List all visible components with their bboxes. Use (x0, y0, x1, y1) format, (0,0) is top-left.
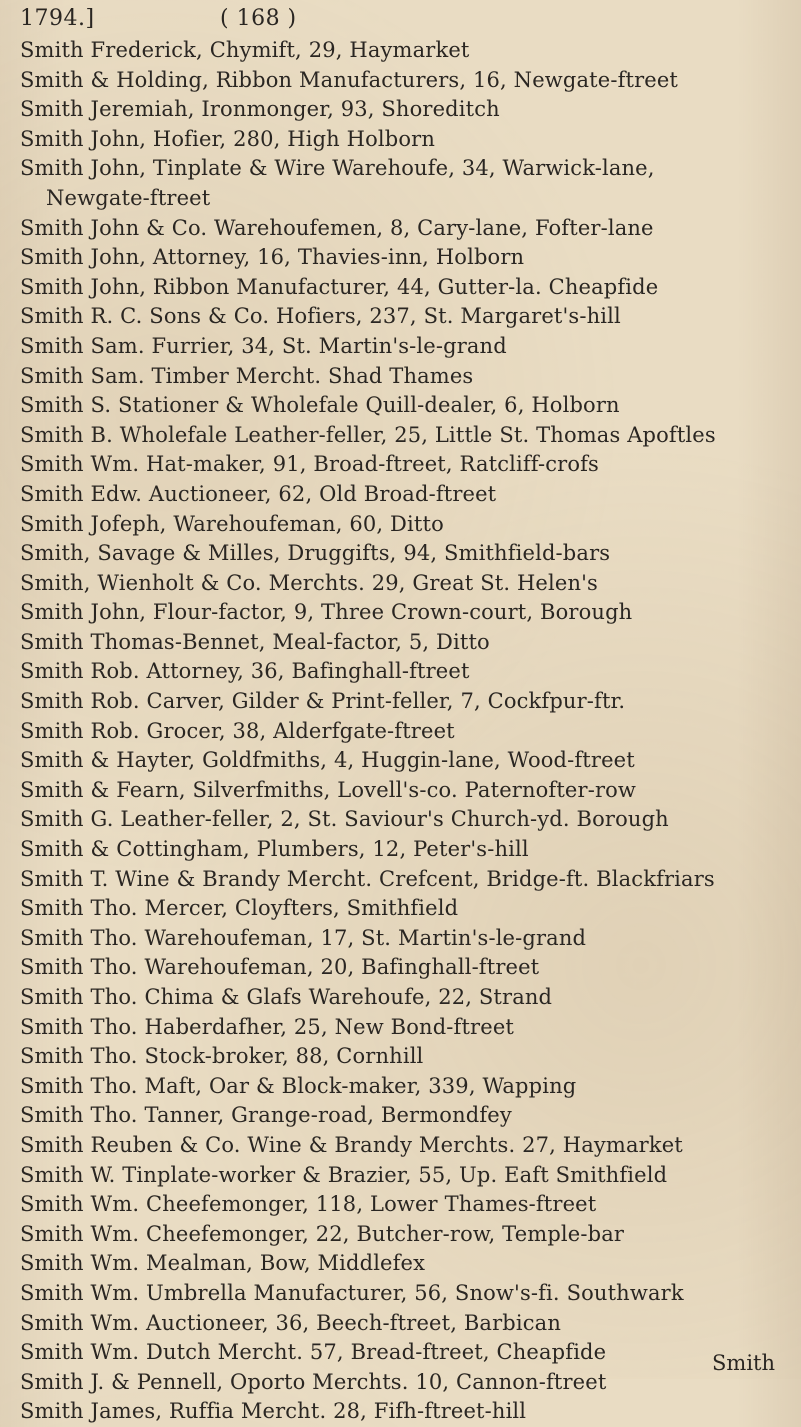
directory-entry: Smith Frederick, Chymift, 29, Haymarket (20, 38, 470, 62)
directory-entry: Smith T. Wine & Brandy Mercht. Crefcent, Bridge-ft. Blackfriars (20, 866, 715, 891)
directory-entry: Smith Tho. Tanner, Grange-road, Bermondfey (20, 1103, 512, 1128)
directory-entry: Smith Rob. Grocer, 38, Alderfgate-ftreet (20, 718, 455, 743)
directory-entry: Smith J. & Pennell, Oporto Merchts. 10, Cannon-ftreet (20, 1369, 607, 1394)
directory-entry: Smith Edw. Auctioneer, 62, Old Broad-ftreet (20, 481, 497, 506)
directory-entry: Smith Sam. Timber Mercht. Shad Thames (20, 363, 474, 388)
directory-entry: Smith John, Attorney, 16, Thavies-inn, Holborn (20, 245, 525, 270)
directory-entry: Smith B. Wholefale Leather-feller, 25, Little St. Thomas Apoftles (20, 422, 716, 447)
directory-entry: Smith, Savage & Milles, Druggifts, 94, Smithfield-bars (20, 541, 611, 566)
directory-entry: Smith Jofeph, Warehoufeman, 60, Ditto (20, 511, 444, 536)
directory-entry: Smith Tho. Chima & Glafs Warehoufe, 22, Strand (20, 985, 553, 1009)
directory-entry: Smith Tho. Mercer, Cloyfters, Smithfield (20, 896, 459, 921)
directory-entry: Smith Wm. Dutch Mercht. 57, Bread-ftreet, Cheapfide (20, 1340, 607, 1365)
directory-entry: Smith G. Leather-feller, 2, St. Saviour's Church-yd. Borough (20, 807, 669, 832)
directory-entry: Smith Rob. Carver, Gilder & Print-feller, 7, Cockfpur-ftr. (20, 689, 626, 714)
directory-entry: Smith R. C. Sons & Co. Hofiers, 237, St. Margaret's-hill (20, 304, 621, 329)
catchword: Smith (712, 1351, 775, 1375)
page-header (20, 6, 801, 36)
directory-entry: Smith, Wienholt & Co. Merchts. 29, Great St. Helen's (20, 570, 598, 595)
directory-entry: Smith & Hayter, Goldfmiths, 4, Huggin-lane, Wood-ftreet (20, 748, 635, 773)
entry-list (20, 36, 801, 1427)
directory-entry: Smith Jeremiah, Ironmonger, 93, Shoreditch (20, 97, 500, 122)
directory-entry: Smith Wm. Umbrella Manufacturer, 56, Snow's-fi. Southwark (20, 1280, 684, 1305)
directory-entry: Smith John, Ribbon Manufacturer, 44, Gutter-la. Cheapfide (20, 274, 659, 299)
directory-entry: Smith Wm. Auctioneer, 36, Beech-ftreet, Barbican (20, 1310, 562, 1335)
directory-entry: Smith John, Tinplate & Wire Warehoufe, 34, Warwick-lane, (20, 156, 655, 181)
directory-entry: Smith John, Flour-factor, 9, Three Crown-court, Borough (20, 600, 633, 625)
directory-entry: Smith & Holding, Ribbon Manufacturers, 16, Newgate-ftreet (20, 67, 679, 92)
directory-entry: Smith Sam. Furrier, 34, St. Martin's-le-grand (20, 333, 507, 358)
directory-entry: Smith Wm. Cheefemonger, 118, Lower Thames-ftreet (20, 1192, 597, 1217)
directory-entry: Smith Tho. Maft, Oar & Block-maker, 339, Wapping (20, 1073, 577, 1098)
directory-entry: Smith Tho. Haberdafher, 25, New Bond-ftreet (20, 1014, 514, 1039)
directory-entry: Smith John, Hofier, 280, High Holborn (20, 126, 436, 151)
directory-entry: Newgate-ftreet (46, 185, 211, 210)
year-label: 1794.] (20, 6, 95, 31)
directory-entry: Smith Rob. Attorney, 36, Bafinghall-ftreet (20, 659, 470, 684)
directory-entry: Smith Wm. Hat-maker, 91, Broad-ftreet, Ratcliff-crofs (20, 452, 599, 477)
directory-entry: Smith W. Tinplate-worker & Brazier, 55, Up. Eaft Smithfield (20, 1162, 668, 1187)
directory-entry: Smith & Cottingham, Plumbers, 12, Peter's-hill (20, 837, 529, 862)
directory-entry: Smith Thomas-Bennet, Meal-factor, 5, Ditto (20, 629, 490, 654)
directory-entry: Smith Wm. Mealman, Bow, Middlefex (20, 1251, 426, 1276)
directory-entry: Smith Reuben & Co. Wine & Brandy Merchts. 27, Haymarket (20, 1132, 683, 1157)
directory-entry: Smith John & Co. Warehoufemen, 8, Cary-lane, Fofter-lane (20, 215, 654, 240)
directory-entry: Smith Tho. Stock-broker, 88, Cornhill (20, 1044, 424, 1069)
directory-entry: Smith Wm. Cheefemonger, 22, Butcher-row, Temple-bar (20, 1221, 625, 1246)
page-number: ( 168 ) (220, 6, 297, 31)
directory-entry: Smith James, Ruffia Mercht. 28, Fifh-ftreet-hill (20, 1399, 527, 1424)
directory-entry: Smith Tho. Warehoufeman, 17, St. Martin's-le-grand (20, 925, 587, 950)
directory-entry: Smith & Fearn, Silverfmiths, Lovell's-co. Paternofter-row (20, 777, 637, 802)
directory-entry: Smith Tho. Warehoufeman, 20, Bafinghall-ftreet (20, 955, 540, 980)
directory-entry: Smith S. Stationer & Wholefale Quill-dealer, 6, Holborn (20, 393, 620, 418)
